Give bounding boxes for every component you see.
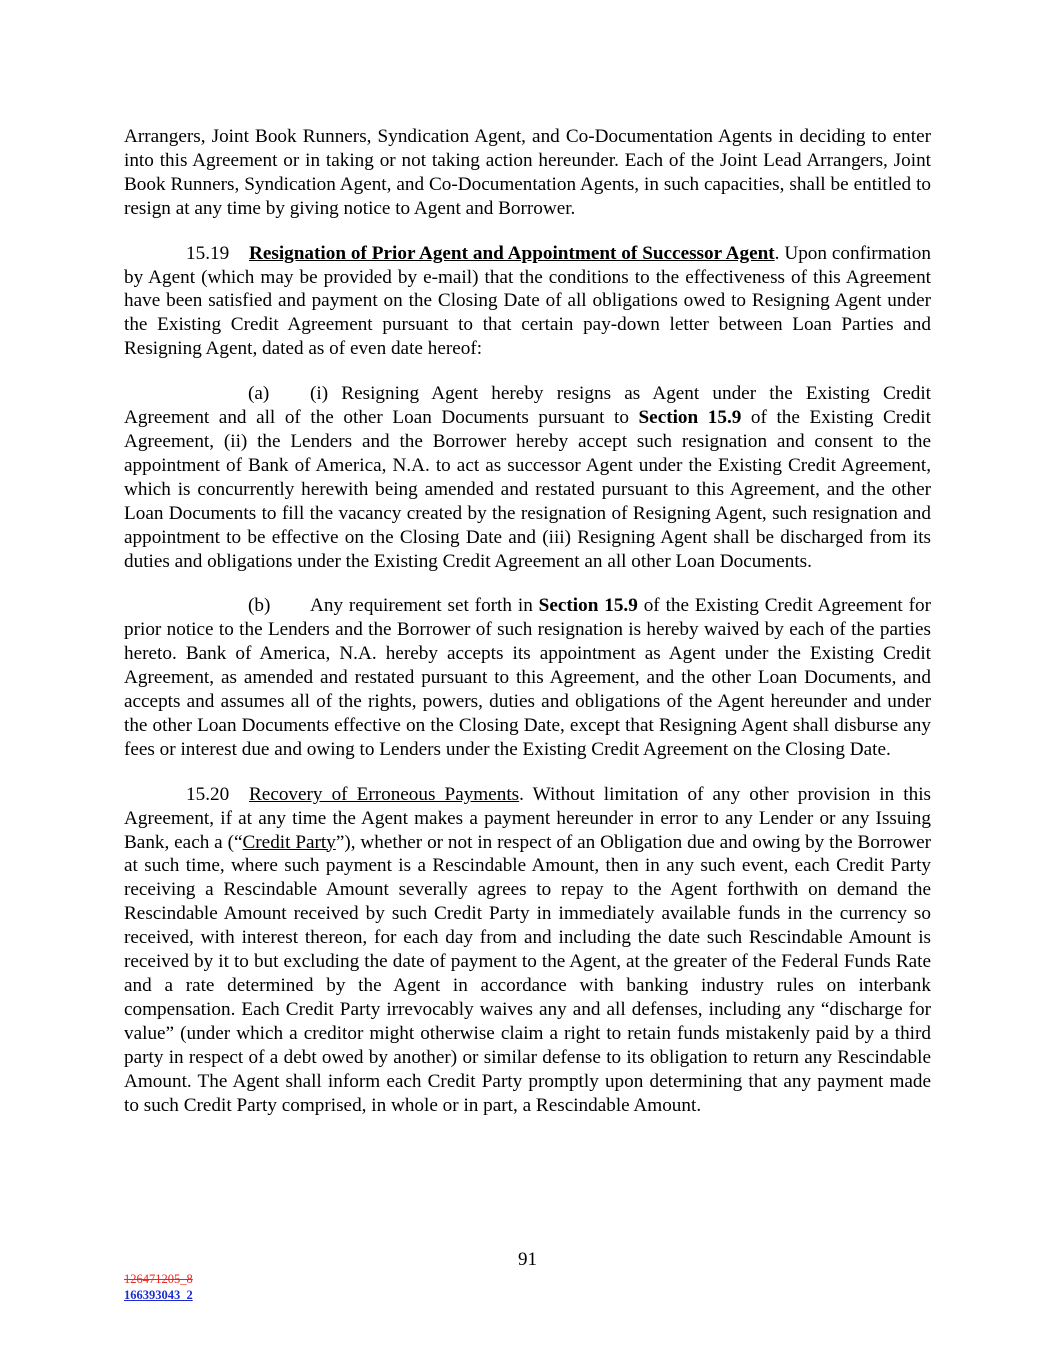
subsection-text-part1: (i) Resigning Agent hereby resigns as Agent under the Existing Credit Agreement and all of the other Loan Documents pursuant to [124,383,931,429]
heading-period: . [774,242,780,264]
document-body [124,125,931,1138]
subsection-label: (b) [248,595,271,617]
section-number: 15.19 [186,242,230,264]
section-reference: Section 15.9 [538,595,638,617]
section-15-19 [124,242,931,362]
subsection-text-part1: Any requirement set forth in [310,595,539,617]
section-text: Upon confirmation by Agent (which may be provided by e-mail) that the conditions to the effectiveness of this Agreement have been satisfied and payment on the Closing Date of all obligations owed to Resigning Agent under the Existing Credit Agreement pursuant to that certain pay-down letter between Loan Parties and Resigning Agent, dated as of even date hereof: [124,242,931,360]
subsection-text-part2: of the Existing Credit Agreement, (ii) the Lenders and the Borrower hereby accept such resignation and consent to the appointment of Bank of America, N.A. to act as successor Agent under the Existing Credit Agreement, which is concurrently herewith being amended and restated pursuant to this Agreement, and the other Loan Documents to fill the vacancy created by the resignation of Resigning Agent, such resignation and appointment to be effective on the Closing Date and (iii) Resigning Agent shall be discharged from its duties and obligations under the Existing Credit Agreement an all other Loan Documents. [124,407,931,572]
section-number: 15.20 [186,783,230,805]
section-15-20 [124,783,931,1118]
paragraph-continuation: Arrangers, Joint Book Runners, Syndication Agent, and Co-Documentation Agents in deciding to enter into this Agreement or in taking or not taking action hereunder. Each of the Joint Lead Arrangers, Joint Book Runners, Syndication Agent, and Co-Documentation Agents, in such capacities, shall be entitled to resign at any time by giving notice to Agent and Borrower. [124,126,931,219]
section-heading: Recovery of Erroneous Payments [249,783,520,805]
section-text-part1: . Without limitation of any other provision in this Agreement, if at any time the Agent makes a payment hereunder in error to any Lender or any Issuing Bank, each a (“ [124,783,931,853]
document-id-deleted: 126471205_8 [124,1272,193,1286]
document-id-inserted: 166393043_2 [124,1288,193,1302]
subsection-a [124,382,931,573]
subsection-label: (a) [248,383,270,405]
defined-term: Credit Party [242,831,336,853]
subsection-text-part2: of the Existing Credit Agreement for prior notice to the Lenders and the Borrower of such resignation is hereby waived by each of the parties hereto. Bank of America, N.A. hereby accepts its appointment as Agent under the Existing Credit Agreement, as amended and restated pursuant to this Agreement, and the other Loan Documents, and accepts and assumes all of the rights, powers, duties and obligations of the Agent hereunder and under the other Loan Documents effective on the Closing Date, except that Resigning Agent shall disburse any fees or interest due and owing to Lenders under the Existing Credit Agreement on the Closing Date. [124,595,931,760]
section-text-part2: ”), whether or not in respect of an Obligation due and owing by the Borrower at such time, where such payment is a Rescindable Amount, then in any such event, each Credit Party receiving a Rescindable Amount severally agrees to repay to the Agent forthwith on demand the Rescindable Amount received by such Credit Party in immediately available funds in the currency so received, with interest thereon, for each day from and including the date such Rescindable Amount is received by it to but excluding the date of payment to the Agent, at the greater of the Federal Funds Rate and a rate determined by the Agent in accordance with banking industry rules on interbank compensation. Each Credit Party irrevocably waives any and all defenses, including any “discharge for value” (under which a creditor might otherwise claim a right to retain funds mistakenly paid by a third party in respect of a debt owed by another) or similar defense to its obligation to return any Rescindable Amount. The Agent shall inform each Credit Party promptly upon determining that any payment made to such Credit Party comprised, in whole or in part, a Rescindable Amount. [124,831,931,1116]
section-reference: Section 15.9 [638,407,742,429]
page-number: 91 [518,1249,537,1270]
section-heading: Resignation of Prior Agent and Appointment of Successor Agent [249,242,775,264]
subsection-b [124,594,931,761]
